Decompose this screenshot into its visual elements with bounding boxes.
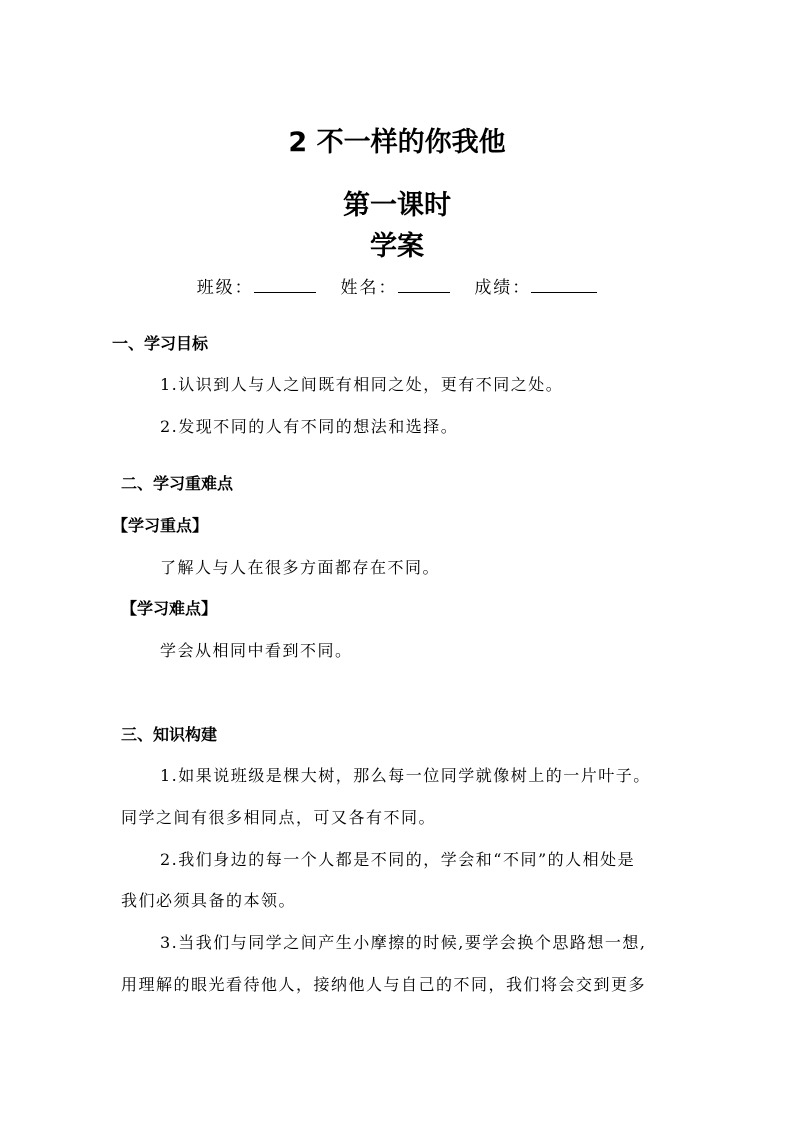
knowledge-line: 我们必须具备的本领。 bbox=[121, 891, 297, 910]
doc-type-label: 学案 bbox=[370, 231, 424, 262]
section-heading-objectives: 一、学习目标 bbox=[112, 334, 209, 353]
key-point-text: 了解人与人在很多方面都存在不同。 bbox=[160, 558, 441, 577]
key-point-label: 【学习重点】 bbox=[112, 516, 209, 535]
score-blank[interactable] bbox=[531, 274, 597, 293]
knowledge-line: 2.我们身边的每一个人都是不同的，学会和“不同”的人相处是 bbox=[160, 850, 636, 869]
difficult-point-text: 学会从相同中看到不同。 bbox=[160, 641, 353, 660]
knowledge-line: 同学之间有很多相同点，可又各有不同。 bbox=[121, 808, 437, 827]
name-blank[interactable] bbox=[398, 274, 450, 293]
knowledge-line: 1.如果说班级是棵大树，那么每一位同学就像树上的一片叶子。 bbox=[160, 766, 651, 785]
document-title: 2 不一样的你我他 bbox=[288, 127, 506, 158]
lesson-label: 第一课时 bbox=[343, 190, 451, 221]
score-label: 成绩： bbox=[474, 278, 532, 298]
knowledge-line: 用理解的眼光看待他人，接纳他人与自己的不同，我们将会交到更多 bbox=[121, 975, 647, 994]
class-blank[interactable] bbox=[254, 274, 316, 293]
difficult-point-label: 【学习难点】 bbox=[121, 599, 218, 618]
knowledge-line: 3.当我们与同学之间产生小摩擦的时候,要学会换个思路想一想, bbox=[160, 933, 647, 952]
name-label: 姓名： bbox=[340, 278, 398, 298]
objective-item: 2.发现不同的人有不同的想法和选择。 bbox=[160, 417, 459, 436]
objective-item: 1.认识到人与人之间既有相同之处，更有不同之处。 bbox=[160, 375, 564, 394]
student-info-row bbox=[0, 273, 794, 298]
class-label: 班级： bbox=[196, 278, 254, 298]
section-heading-keypoints: 二、学习重难点 bbox=[121, 474, 234, 493]
section-heading-knowledge: 三、知识构建 bbox=[121, 725, 218, 744]
